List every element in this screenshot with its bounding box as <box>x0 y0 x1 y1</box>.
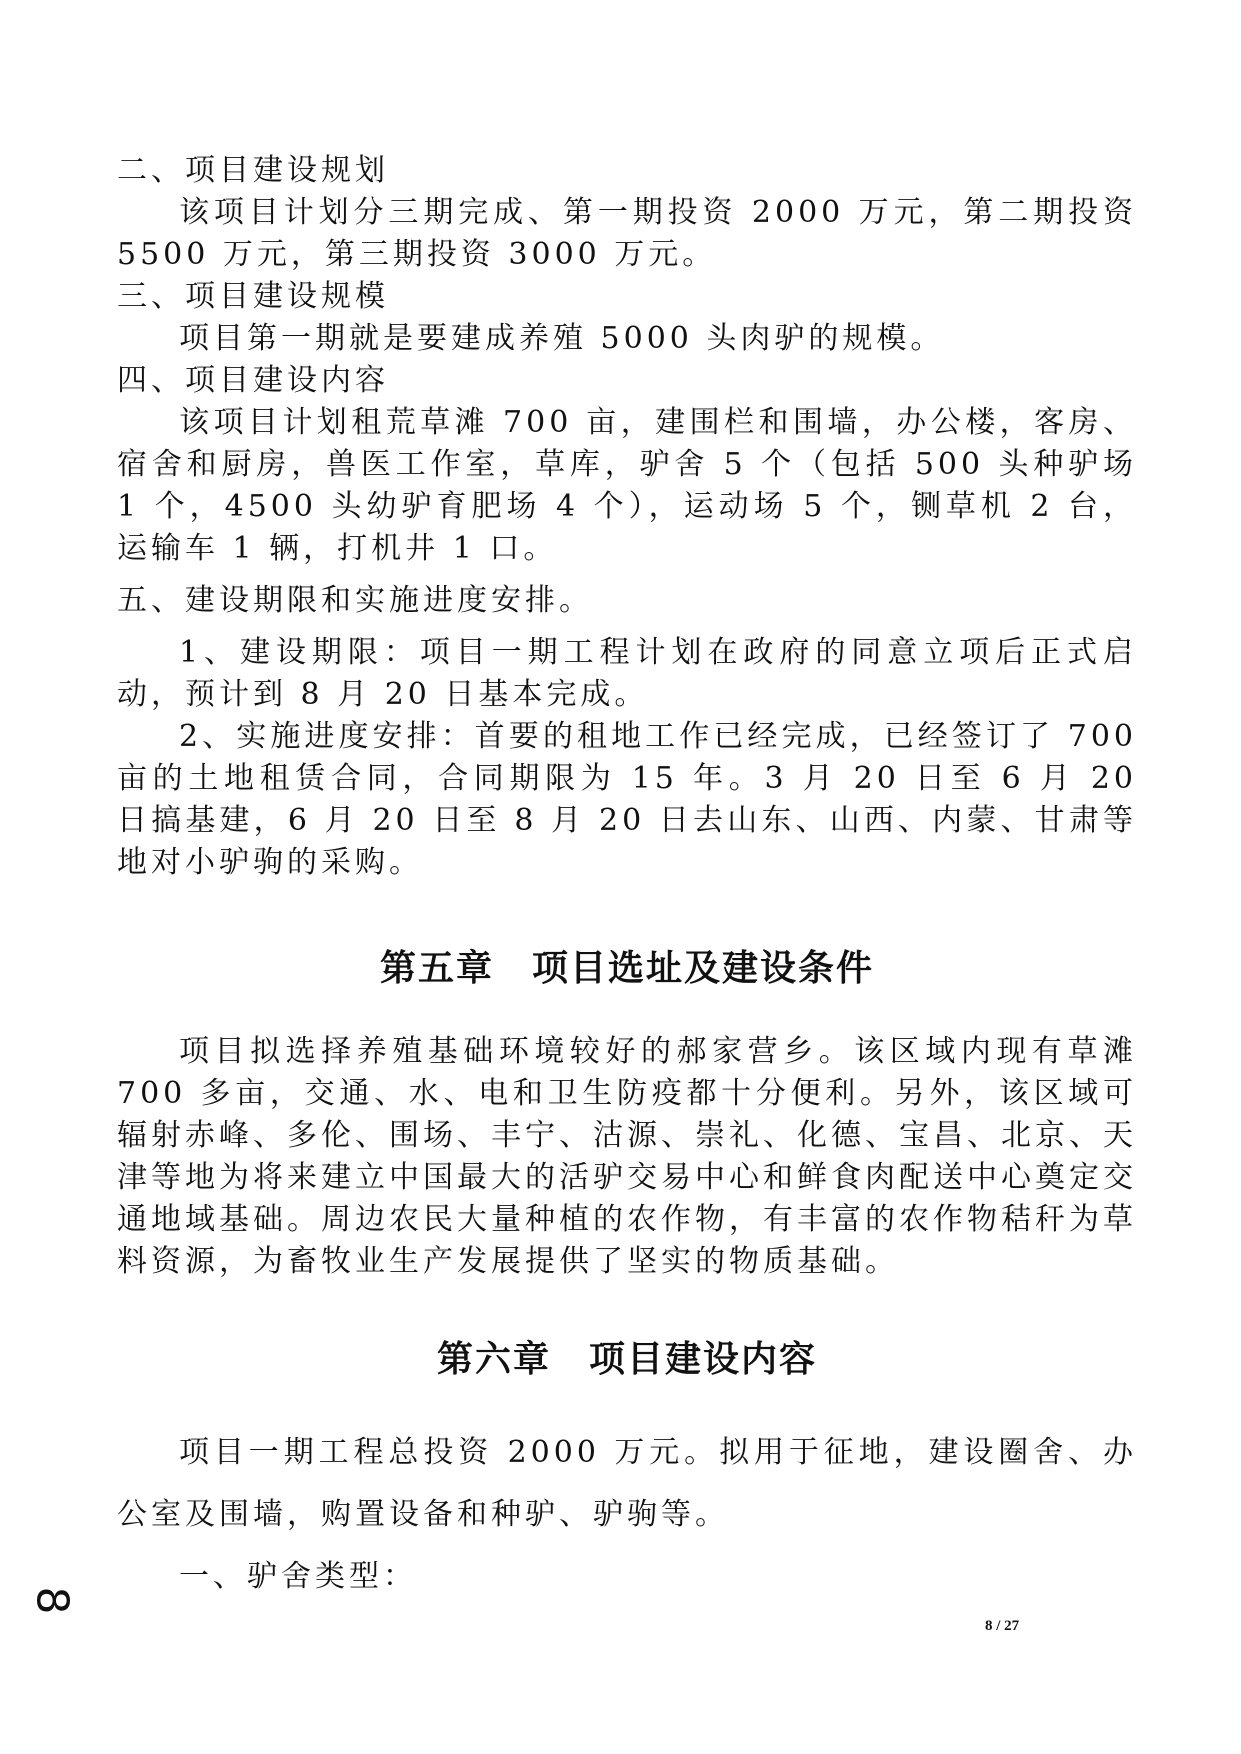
paragraph-scale: 项目第一期就是要建成养殖 5000 头肉驴的规模。 <box>179 321 945 356</box>
page-counter: 8 / 27 <box>985 1618 1020 1634</box>
section-heading-scale: 三、项目建设规模 <box>117 279 389 314</box>
paragraph-schedule-progress: 2、实施进度安排：首要的租地工作已经完成，已经签订了 700 亩的土地租赁合同，合同期限为 15 年。3 月 20 日至 6 月 20 日搞基建，6 月 20 日至 8 月 20 日去山东、山西、内蒙、甘肃等地对小驴驹的采购。 <box>117 719 1137 880</box>
paragraph-planning: 该项目计划分三期完成、第一期投资 2000 万元，第二期投资 5500 万元，第三期投资 3000 万元。 <box>117 195 1137 272</box>
chapter-six-title: 第六章 项目建设内容 <box>436 1339 817 1380</box>
paragraph-shed-types: 一、驴舍类型： <box>179 1559 417 1594</box>
document-body <box>117 150 1137 1608</box>
section-heading-content: 四、项目建设内容 <box>117 363 389 398</box>
paragraph-site-selection: 项目拟选择养殖基础环境较好的郝家营乡。该区域内现有草滩 700 多亩，交通、水、电和卫生防疫都十分便利。另外，该区域可辐射赤峰、多伦、围场、丰宁、沽源、崇礼、化德、宝昌、北京、天津等地为将来建立中国最大的活驴交易中心和鲜食肉配送中心奠定交通地域基础。周边农民大量种植的农作物，有丰富的农作物秸秆为草料资源，为畜牧业生产发展提供了坚实的物质基础。 <box>117 1034 1137 1279</box>
paragraph-investment: 项目一期工程总投资 2000 万元。拟用于征地，建设圈舍、办公室及围墙，购置设备和种驴、驴驹等。 <box>117 1435 1137 1532</box>
side-page-number: 8 <box>26 1586 78 1615</box>
section-heading-schedule: 五、建设期限和实施进度安排。 <box>117 583 593 618</box>
chapter-five-title: 第五章 项目选址及建设条件 <box>379 948 874 989</box>
paragraph-schedule-period: 1、建设期限：项目一期工程计划在政府的同意立项后正式启动，预计到 8 月 20 日基本完成。 <box>117 635 1137 712</box>
paragraph-content: 该项目计划租荒草滩 700 亩，建围栏和围墙，办公楼，客房、宿舍和厨房，兽医工作室，草库，驴舍 5 个（包括 500 头种驴场 1 个，4500 头幼驴育肥场 4 个），运动场 5 个，铡草机 2 台，运输车 1 辆，打机井 1 口。 <box>117 405 1137 566</box>
section-heading-planning: 二、项目建设规划 <box>117 153 389 188</box>
